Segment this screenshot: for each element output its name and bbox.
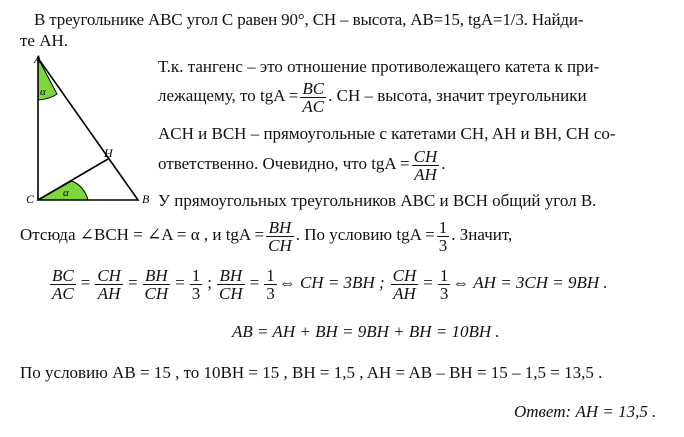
fraction-denominator: CH bbox=[268, 235, 292, 255]
fraction-bh-ch bbox=[266, 219, 294, 254]
problem-line-1: В треугольнике ABC угол C равен 90°, CH – высота, AB=15, tgA=1/3. Найди- bbox=[34, 10, 584, 29]
triangle-abc bbox=[38, 58, 138, 200]
condition-line: По условию AB = 15 , то 10BH = 15 , BH = 1,5 , AH = AB – BH = 15 – 1,5 = 13,5 . bbox=[20, 363, 603, 382]
fraction-numerator: 1 bbox=[266, 265, 275, 285]
fraction-numerator: 1 bbox=[438, 217, 448, 237]
solution-text: лежащему, то tgA = bbox=[158, 86, 299, 105]
answer-label: Ответ: bbox=[514, 402, 572, 421]
problem-line-2: те AH. bbox=[20, 31, 69, 50]
solution-line-1: Т.к. тангенс – это отношение противолежащего катета к при- bbox=[158, 57, 600, 76]
equals-sign: = bbox=[127, 273, 138, 292]
separator: ; bbox=[207, 273, 212, 292]
fraction-numerator: BC bbox=[302, 78, 325, 98]
fraction-numerator: CH bbox=[413, 146, 438, 166]
equals-sign: = bbox=[175, 273, 185, 292]
fraction-numerator: CH bbox=[97, 265, 121, 285]
solution-text: . Значит, bbox=[451, 225, 513, 244]
triangle-figure bbox=[20, 50, 180, 210]
fraction-ch-ah bbox=[95, 267, 123, 302]
vertex-a-label: A bbox=[34, 52, 42, 66]
fraction-numerator: BH bbox=[266, 219, 294, 237]
fraction-denominator: AH bbox=[393, 283, 416, 303]
fraction-one-third bbox=[438, 267, 451, 302]
fraction-numerator: BH bbox=[217, 267, 245, 285]
answer-value: AH = 13,5 . bbox=[575, 402, 657, 421]
fraction-numerator: 1 bbox=[191, 265, 201, 285]
fraction-denominator: 3 bbox=[266, 283, 275, 303]
fraction-ch-ah bbox=[391, 267, 419, 302]
fraction-ch-ah bbox=[412, 148, 440, 183]
fraction-denominator: CH bbox=[219, 283, 243, 303]
fraction-denominator: AC bbox=[52, 283, 74, 303]
fraction-denominator: AH bbox=[414, 164, 437, 184]
fraction-bh-ch bbox=[143, 267, 171, 302]
answer-line bbox=[514, 402, 656, 422]
fraction-denominator: 3 bbox=[438, 235, 448, 255]
fraction-denominator: CH bbox=[144, 283, 169, 303]
solution-text: Отсюда ∠BCH = ∠A = α , и tgA = bbox=[20, 225, 265, 244]
fraction-numerator: BC bbox=[52, 265, 74, 285]
vertex-h-label: H bbox=[104, 146, 113, 160]
alpha-label-a: α bbox=[40, 86, 46, 98]
fraction-denominator: 3 bbox=[191, 283, 201, 303]
solution-line-6 bbox=[20, 214, 512, 256]
solution-text: . CH – высота, значит треугольники bbox=[328, 86, 587, 105]
fraction-numerator: 1 bbox=[439, 265, 449, 285]
vertex-b-label: B bbox=[142, 192, 150, 206]
fraction-one-third bbox=[264, 267, 277, 302]
fraction-numerator: BH bbox=[143, 267, 171, 285]
solution-line-2 bbox=[158, 76, 587, 116]
vertex-c-label: C bbox=[26, 192, 35, 206]
fraction-one-third bbox=[437, 219, 450, 254]
equation-line-8: AB = AH + BH = 9BH + BH = 10BH . bbox=[232, 322, 500, 341]
equals-sign: = bbox=[423, 273, 433, 292]
fraction-numerator: CH bbox=[392, 265, 417, 285]
solution-line-5: У прямоугольных треугольников ABC и BCH общий угол B. bbox=[158, 191, 597, 210]
fraction-bh-ch bbox=[217, 267, 245, 302]
solution-text: . По условию tgA = bbox=[295, 225, 435, 244]
fraction-denominator: AC bbox=[302, 96, 325, 116]
fraction-one-third bbox=[190, 267, 203, 302]
fraction-denominator: AH bbox=[97, 283, 121, 303]
solution-line-3: ACH и BCH – прямоугольные с катетами CH, AH и BH, CH со- bbox=[158, 124, 616, 143]
solution-line-4 bbox=[158, 144, 445, 184]
fraction-bc-ac bbox=[50, 267, 76, 302]
alpha-label-c: α bbox=[63, 187, 69, 199]
equation-result: ⇔ CH = 3BH ; bbox=[278, 273, 385, 292]
equals-sign: = bbox=[80, 273, 91, 292]
solution-text: . bbox=[441, 154, 446, 173]
equation-line-7 bbox=[48, 262, 608, 304]
solution-text: ответственно. Очевидно, что tgA = bbox=[158, 154, 410, 173]
fraction-bc-ac bbox=[300, 80, 326, 115]
equals-sign: = bbox=[249, 273, 260, 292]
equation-result: ⇔ AH = 3CH = 9BH . bbox=[452, 273, 608, 292]
fraction-denominator: 3 bbox=[439, 283, 449, 303]
